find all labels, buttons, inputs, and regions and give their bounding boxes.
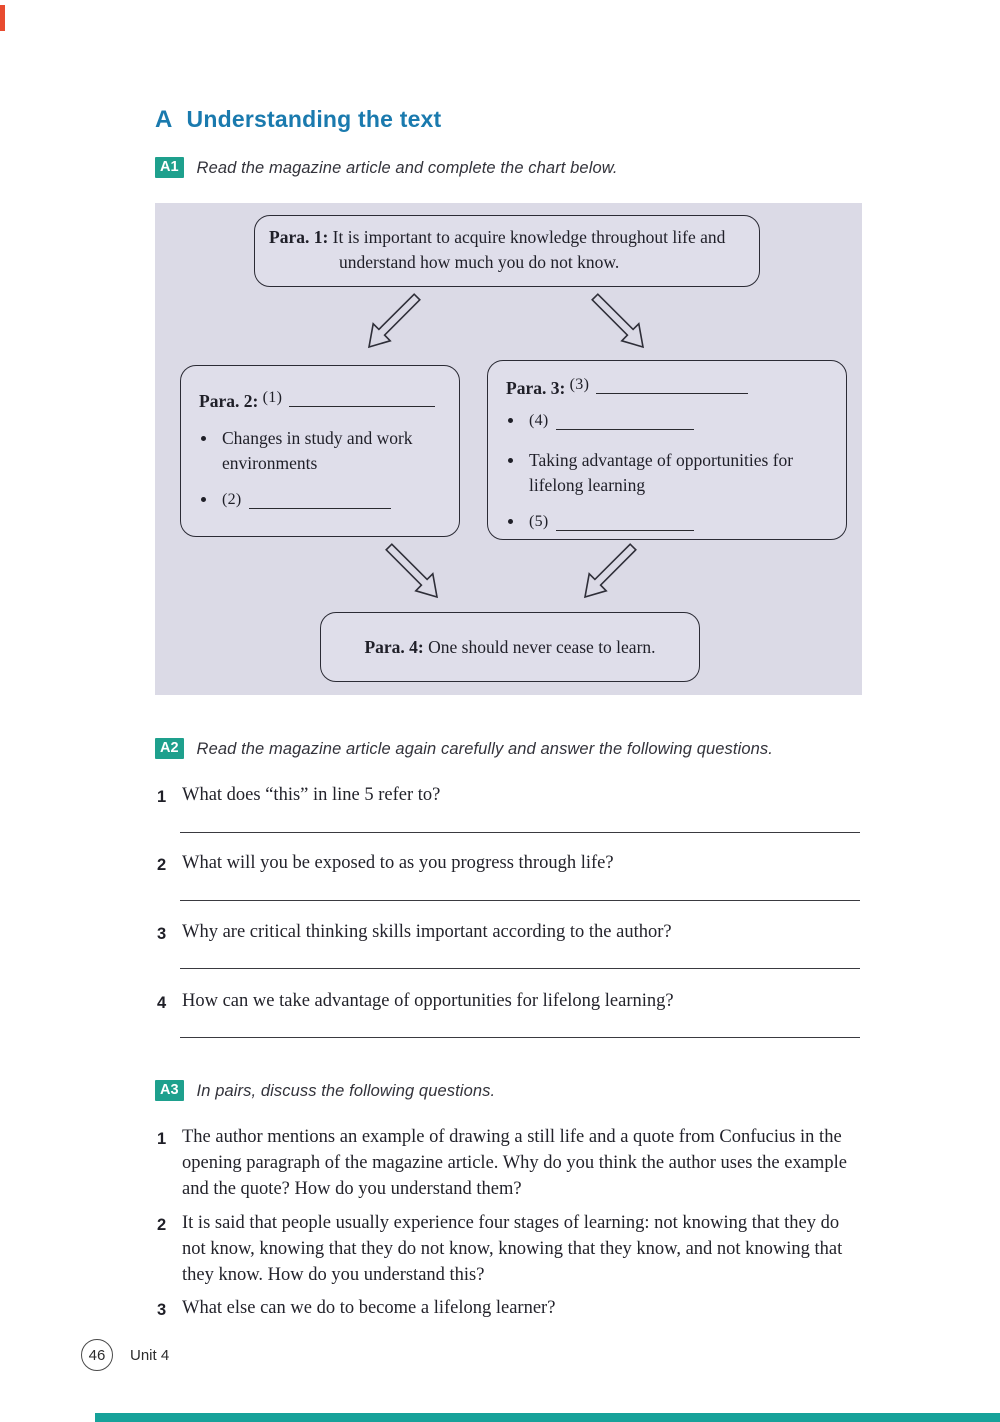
question-text: What will you be exposed to as you progress through life? [182, 853, 614, 873]
question-text: Why are critical thinking skills important according to the author? [182, 922, 672, 942]
a3-question-2 [157, 1210, 847, 1288]
answer-line [180, 968, 860, 969]
para3-bullet-2 [506, 448, 830, 498]
a2-question-2 [157, 850, 847, 876]
activity-badge-a2: A2 [155, 738, 184, 759]
para4-text-wrap [364, 637, 655, 658]
page-number: 46 [88, 1346, 106, 1364]
a2-question-4 [157, 988, 847, 1014]
para2-bullet2-blank-line [249, 495, 391, 509]
section-letter: A [155, 106, 173, 133]
a3-question-3 [157, 1295, 847, 1321]
para1-text-wrap [269, 225, 745, 275]
question-text: It is said that people usually experience four stages of learning: not knowing that they do not know, knowing that they do not know, knowing that they know, and not knowing that they know. How do you understand this? [182, 1213, 843, 1285]
answer-line [180, 832, 860, 833]
question-text: What does “this” in line 5 refer to? [182, 785, 441, 805]
activity-badge-a1: A1 [155, 157, 184, 178]
para3-box [487, 360, 847, 540]
question-number: 2 [157, 856, 167, 874]
question-number: 4 [157, 994, 167, 1012]
bullet-dot-icon [201, 436, 206, 441]
down-right-arrow-icon [383, 541, 443, 603]
activity-a1-instruction: Read the magazine article and complete the chart below. [196, 159, 618, 177]
activity-badge-a3: A3 [155, 1080, 184, 1101]
bullet-dot-icon [508, 458, 513, 463]
para3-bullet3 [529, 509, 830, 538]
para2-bullet-2 [199, 487, 443, 516]
answer-line [180, 900, 860, 901]
question-text: How can we take advantage of opportunities for lifelong learning? [182, 991, 674, 1011]
bullet-dot-icon [201, 497, 206, 502]
para4-text: One should never cease to learn. [423, 636, 656, 657]
activity-a3-instruction: In pairs, discuss the following questions. [196, 1082, 496, 1100]
para2-header [199, 389, 443, 412]
para1-box [254, 215, 760, 287]
question-text: The author mentions an example of drawing a still life and a quote from Confucius in the opening paragraph of the magazine article. Why do you think the author uses the example and the quote? How do you understand them? [182, 1127, 847, 1199]
para2-blank-number: (1) [262, 389, 283, 406]
para3-label: Para. 3: [506, 378, 570, 398]
para3-bullet-3 [506, 509, 830, 538]
question-number: 2 [157, 1216, 167, 1234]
para3-bullet1-number: (4) [529, 412, 549, 429]
unit-label: Unit 4 [130, 1347, 170, 1364]
down-right-arrow-icon [589, 291, 649, 353]
para3-bullet1 [529, 408, 830, 437]
para3-blank-number: (3) [569, 376, 590, 393]
page-edge-red-mark [0, 5, 5, 31]
para2-bullet2-number: (2) [222, 491, 242, 508]
page-title [155, 106, 441, 134]
question-number: 3 [157, 1301, 167, 1319]
activity-a2-header [155, 738, 773, 759]
para2-blank-line [289, 393, 435, 407]
para3-bullet-1 [506, 408, 830, 437]
activity-a1-header [155, 157, 618, 178]
para3-bullet1-blank-line [556, 416, 694, 430]
para2-bullet1-text: Changes in study and work environments [222, 428, 413, 473]
para4-label: Para. 4: [364, 636, 424, 657]
a3-question-1 [157, 1124, 847, 1202]
section-title-text: Understanding the text [186, 106, 442, 132]
page-bottom-bar [95, 1413, 1000, 1422]
a2-question-1 [157, 782, 847, 808]
activity-a3-header [155, 1080, 495, 1101]
down-left-arrow-icon [363, 291, 423, 353]
down-left-arrow-icon [579, 541, 639, 603]
para3-blank-line [596, 380, 748, 394]
bullet-dot-icon [508, 519, 513, 524]
question-number: 1 [157, 1130, 167, 1148]
flowchart [155, 203, 862, 695]
para3-header [506, 376, 830, 399]
para1-label: Para. 1: [269, 227, 329, 247]
para2-bullet-1 [199, 426, 443, 476]
para3-bullet2-text: Taking advantage of opportunities for lifelong learning [529, 450, 794, 495]
para1-text: It is important to acquire knowledge throughout life and understand how much you do not know. [328, 227, 726, 272]
para2-bullet2 [222, 487, 443, 516]
question-number: 3 [157, 925, 167, 943]
question-number: 1 [157, 788, 167, 806]
para2-box [180, 365, 460, 537]
para3-bullet3-number: (5) [529, 513, 549, 530]
para3-bullet3-blank-line [556, 517, 694, 531]
activity-a2-instruction: Read the magazine article again carefully and answer the following questions. [196, 740, 773, 758]
bullet-dot-icon [508, 418, 513, 423]
answer-line [180, 1037, 860, 1038]
a2-question-3 [157, 919, 847, 945]
para2-label: Para. 2: [199, 391, 263, 411]
para4-box [320, 612, 700, 682]
question-text: What else can we do to become a lifelong learner? [182, 1298, 556, 1318]
page-number-badge [81, 1339, 113, 1371]
